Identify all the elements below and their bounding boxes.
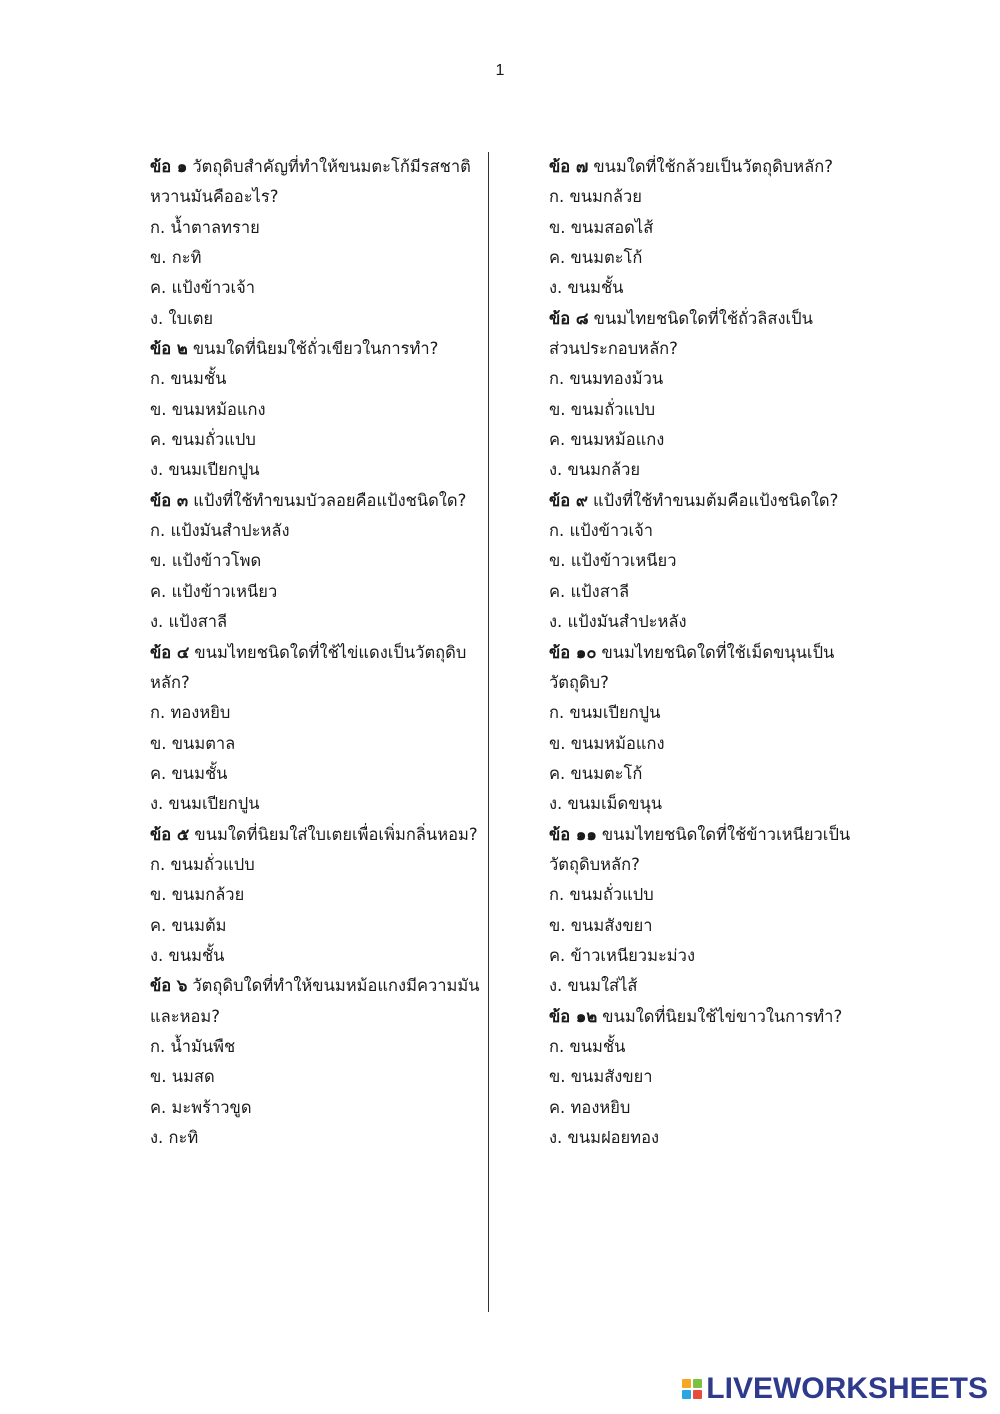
- answer-choice[interactable]: ง. ขนมฝอยทอง: [549, 1128, 660, 1147]
- answer-choice[interactable]: ก. แป้งข้าวเจ้า: [549, 521, 654, 541]
- answer-choice[interactable]: ค. ขนมตะโก้: [549, 248, 643, 268]
- question-line: วัตถุดิบสำคัญที่ทำให้ขนมตะโก้มีรสชาติ: [192, 157, 471, 176]
- question-text-continued: [549, 850, 879, 880]
- answer-choice[interactable]: ก. ขนมเปียกปูน: [549, 703, 661, 723]
- answer-choice[interactable]: ง. ขนมใส่ไส้: [549, 976, 638, 996]
- question-line: หลัก?: [150, 672, 190, 692]
- question-block: [549, 638, 879, 820]
- question-column-right: [549, 152, 879, 1153]
- question-block: [549, 152, 879, 304]
- answer-choice[interactable]: ข. ขนมหม้อแกง: [549, 733, 665, 753]
- question-block: [150, 486, 485, 638]
- answer-choice[interactable]: ง. ขนมกล้วย: [549, 460, 641, 480]
- question-line: และหอม?: [150, 1006, 221, 1026]
- answer-choice[interactable]: ง. ขนมชั้น: [150, 945, 225, 965]
- answer-choice[interactable]: ง. ขนมเปียกปูน: [150, 794, 260, 814]
- answer-choice[interactable]: ค. มะพร้าวขูด: [150, 1097, 252, 1117]
- question-line: ขนมไทยชนิดใดที่ใช้เม็ดขนุนเป็น: [601, 642, 835, 662]
- question-text: [150, 820, 485, 850]
- question-block: [150, 334, 485, 486]
- question-number: ข้อ ๖: [150, 976, 188, 996]
- question-line: ขนมไทยชนิดใดที่ใช้ไข่แดงเป็นวัตถุดิบ: [194, 642, 467, 662]
- question-line: วัตถุดิบหลัก?: [549, 854, 640, 874]
- question-number: ข้อ ๔: [150, 642, 190, 662]
- question-block: [549, 486, 879, 638]
- answer-choice[interactable]: ค. ขนมตะโก้: [549, 763, 643, 783]
- logo-tile: [682, 1390, 691, 1399]
- answer-choice[interactable]: ง. ขนมเปียกปูน: [150, 460, 260, 480]
- question-text: [549, 486, 879, 516]
- question-text: [549, 638, 879, 668]
- answer-choice[interactable]: ข. แป้งข้าวเหนียว: [549, 551, 677, 571]
- question-text: [150, 486, 485, 516]
- question-number: ข้อ ๕: [150, 824, 190, 844]
- question-block: [150, 152, 485, 334]
- answer-choice[interactable]: ค. ขนมหม้อแกง: [549, 430, 665, 450]
- answer-choice[interactable]: ง. แป้งสาลี: [150, 612, 228, 632]
- answer-choice[interactable]: ข. ขนมถั่วแปบ: [549, 399, 656, 419]
- question-text: [549, 1002, 879, 1032]
- answer-choice[interactable]: ข. ขนมกล้วย: [150, 885, 245, 905]
- answer-choice[interactable]: ข. ขนมสังขยา: [549, 1067, 653, 1087]
- liveworksheets-logo: [682, 1372, 988, 1406]
- question-block: [150, 638, 485, 820]
- question-number: ข้อ ๓: [150, 490, 189, 510]
- question-block: [549, 820, 879, 1002]
- question-line: แป้งที่ใช้ทำขนมบัวลอยคือแป้งชนิดใด?: [193, 490, 467, 510]
- answer-choice[interactable]: ค. แป้งข้าวเจ้า: [150, 278, 256, 298]
- question-text-continued: [549, 334, 879, 364]
- answer-choice[interactable]: ก. น้ำมันพืช: [150, 1036, 236, 1056]
- question-number: ข้อ ๑๒: [549, 1006, 598, 1026]
- logo-tile: [693, 1379, 702, 1388]
- question-text: [549, 304, 879, 334]
- answer-choice[interactable]: ก. ขนมถั่วแปบ: [549, 885, 654, 905]
- question-line: ขนมใดที่นิยมใส่ใบเตยเพื่อเพิ่มกลิ่นหอม?: [194, 824, 478, 844]
- question-block: [150, 971, 485, 1153]
- question-line: ขนมใดที่นิยมใช้ถั่วเขียวในการทำ?: [192, 339, 439, 359]
- question-block: [549, 304, 879, 486]
- liveworksheets-logo-icon: [682, 1379, 702, 1399]
- question-text: [549, 820, 879, 850]
- answer-choice[interactable]: ก. น้ำตาลทราย: [150, 217, 260, 237]
- answer-choice[interactable]: ก. ขนมทองม้วน: [549, 369, 664, 389]
- question-line: ขนมใดที่นิยมใช้ไข่ขาวในการทำ?: [602, 1006, 843, 1026]
- question-text: [150, 971, 485, 1001]
- answer-choice[interactable]: ง. ขนมเม็ดขนุน: [549, 794, 663, 814]
- logo-tile: [693, 1390, 702, 1399]
- question-text: [150, 152, 485, 182]
- question-line: วัตถุดิบ?: [549, 672, 609, 692]
- answer-choice[interactable]: ง. กะทิ: [150, 1128, 199, 1147]
- answer-choice[interactable]: ข. ขนมตาล: [150, 733, 236, 753]
- question-line: หวานมันคืออะไร?: [150, 187, 279, 207]
- question-number: ข้อ ๑: [150, 157, 188, 176]
- question-line: วัตถุดิบใดที่ทำให้ขนมหม้อแกงมีความมัน: [192, 976, 480, 996]
- question-text-continued: [150, 668, 485, 698]
- answer-choice[interactable]: ข. นมสด: [150, 1067, 215, 1087]
- answer-choice[interactable]: ก. ขนมชั้น: [150, 369, 227, 389]
- question-text: [150, 334, 485, 364]
- question-number: ข้อ ๑๐: [549, 642, 597, 662]
- answer-choice[interactable]: ข. แป้งข้าวโพด: [150, 551, 262, 571]
- page-number: 1: [495, 62, 505, 79]
- question-text-continued: [150, 1002, 485, 1032]
- answer-choice[interactable]: ค. ขนมถั่วแปบ: [150, 430, 256, 450]
- answer-choice[interactable]: ก. ทองหยิบ: [150, 703, 231, 723]
- question-line: แป้งที่ใช้ทำขนมต้มคือแป้งชนิดใด?: [593, 490, 839, 510]
- answer-choice[interactable]: ค. แป้งข้าวเหนียว: [150, 581, 278, 601]
- question-number: ข้อ ๑๑: [549, 824, 597, 844]
- question-line: ขนมใดที่ใช้กล้วยเป็นวัตถุดิบหลัก?: [593, 157, 834, 176]
- answer-choice[interactable]: ข. ขนมสังขยา: [549, 915, 653, 935]
- question-block: [549, 1002, 879, 1154]
- answer-choice[interactable]: ค. ขนมต้ม: [150, 915, 227, 935]
- answer-choice[interactable]: ค. ข้าวเหนียวมะม่วง: [549, 945, 696, 965]
- question-line: ขนมไทยชนิดใดที่ใช้ข้าวเหนียวเป็น: [601, 824, 851, 844]
- question-text-continued: [549, 668, 879, 698]
- answer-choice[interactable]: ง. แป้งมันสำปะหลัง: [549, 612, 687, 632]
- answer-choice[interactable]: ง. ขนมชั้น: [549, 278, 624, 298]
- answer-choice[interactable]: ง. ใบเตย: [150, 308, 214, 328]
- question-text-continued: [150, 182, 485, 212]
- question-line: ขนมไทยชนิดใดที่ใช้ถั่วลิสงเป็น: [593, 308, 813, 328]
- answer-choice[interactable]: ก. ขนมถั่วแปบ: [150, 854, 255, 874]
- question-number: ข้อ ๙: [549, 490, 589, 510]
- answer-choice[interactable]: ก. แป้งมันสำปะหลัง: [150, 521, 290, 541]
- question-text: [549, 152, 879, 182]
- question-column-left: [150, 152, 485, 1153]
- logo-tile: [682, 1379, 691, 1388]
- question-block: [150, 820, 485, 972]
- answer-choice[interactable]: ค. ขนมชั้น: [150, 763, 228, 783]
- question-text: [150, 638, 485, 668]
- answer-choice[interactable]: ก. ขนมกล้วย: [549, 187, 642, 207]
- logo-text: LIVEWORKSHEETS: [706, 1372, 988, 1405]
- question-number: ข้อ ๒: [150, 339, 188, 359]
- question-number: ข้อ ๗: [549, 157, 589, 176]
- answer-choice[interactable]: ข. กะทิ: [150, 248, 202, 268]
- answer-choice[interactable]: ข. ขนมหม้อแกง: [150, 399, 266, 419]
- answer-choice[interactable]: ค. ทองหยิบ: [549, 1097, 631, 1117]
- question-line: ส่วนประกอบหลัก?: [549, 339, 678, 359]
- answer-choice[interactable]: ข. ขนมสอดไส้: [549, 217, 654, 237]
- column-divider: [488, 152, 489, 1312]
- question-number: ข้อ ๘: [549, 308, 589, 328]
- answer-choice[interactable]: ค. แป้งสาลี: [549, 581, 630, 601]
- answer-choice[interactable]: ก. ขนมชั้น: [549, 1036, 626, 1056]
